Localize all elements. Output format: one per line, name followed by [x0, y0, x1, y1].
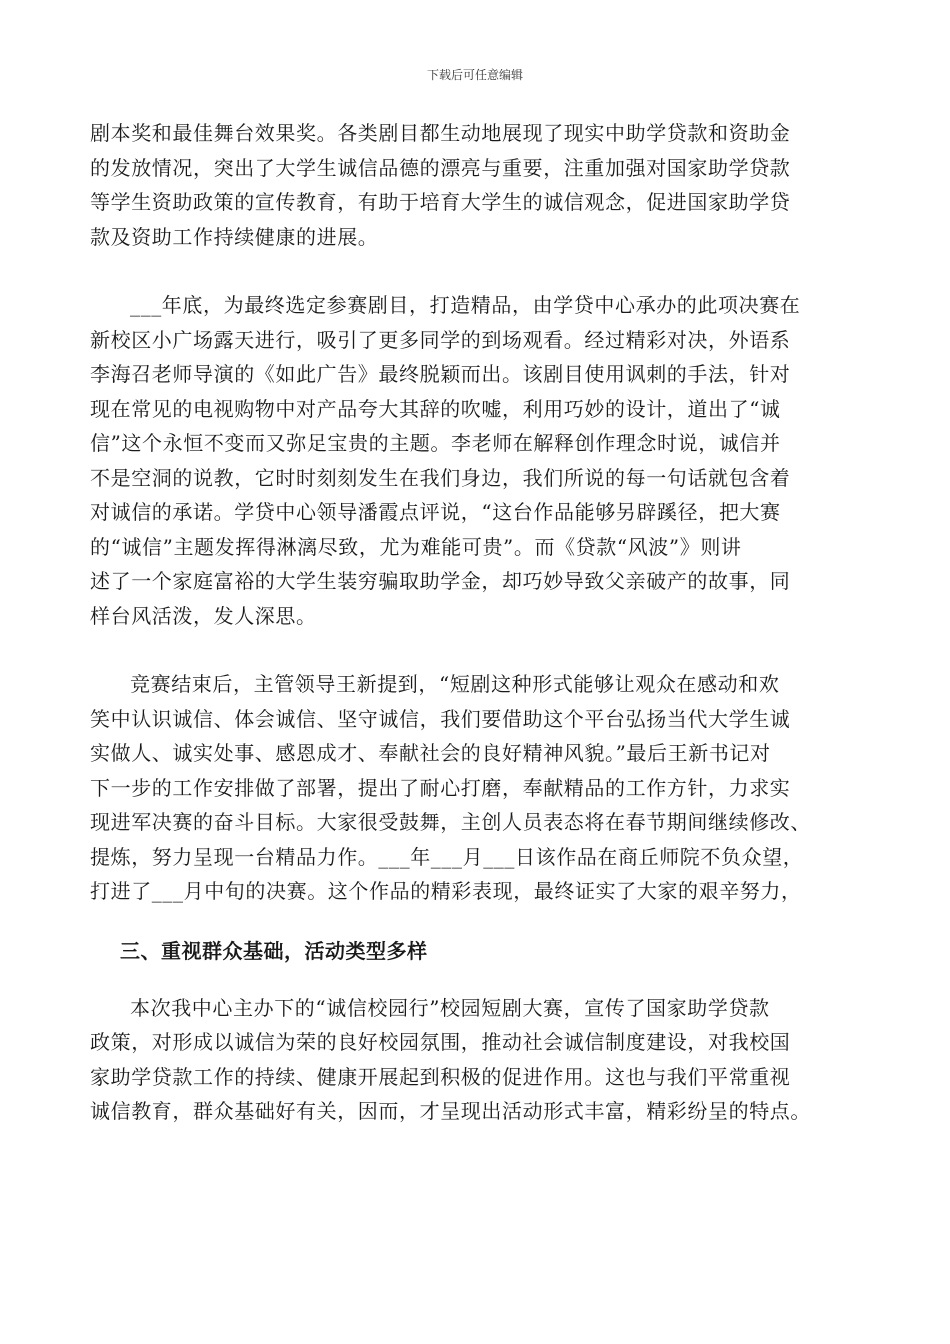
paragraph-line: 款及资助工作持续健康的进展。 — [90, 224, 379, 249]
paragraph-spacer — [90, 254, 862, 288]
paragraph-4 — [90, 991, 862, 1129]
paragraph-line: 新校区小广场露天进行，吸引了更多同学的到场观看。经过精彩对决，外语系 — [90, 327, 791, 352]
paragraph-line: 信”这个永恒不变而又弥足宝贵的主题。李老师在解释创作理念时说，诚信并 — [90, 431, 781, 455]
paragraph-3 — [90, 667, 862, 909]
paragraph-line: 实做人、诚实处事、感恩成才、奉献社会的良好精神风貌。”最后王新书记对 — [90, 741, 771, 765]
paragraph-line: 笑中认识诚信、体会诚信、坚守诚信，我们要借助这个平台弘扬当代大学生诚 — [90, 706, 791, 731]
page-header-note: 下载后可任意编辑 — [426, 68, 523, 82]
paragraph-line: 现在常见的电视购物中对产品夸大其辞的吹嘘，利用巧妙的设计，道出了“诚 — [90, 396, 781, 421]
paragraph-1 — [90, 116, 862, 254]
paragraph-line: 不是空洞的说教，它时时刻刻发生在我们身边，我们所说的每一句话就包含着 — [90, 465, 791, 490]
paragraph-line: 李海召老师导演的《如此广告》最终脱颖而出。该剧目使用讽刺的手法，针对 — [90, 362, 791, 386]
paragraph-line: 的发放情况，突出了大学生诚信品德的漂亮与重要，注重加强对国家助学贷款 — [90, 155, 791, 180]
paragraph-line: 对诚信的承诺。学贷中心领导潘霞点评说，“这台作品能够另辟蹊径，把大赛 — [90, 500, 781, 524]
paragraph-line: 政策，对形成以诚信为荣的良好校园氛围，推动社会诚信制度建设，对我校国 — [90, 1030, 791, 1054]
paragraph-line: 诚信教育，群众基础好有关，因而，才呈现出活动形式丰富，精彩纷呈的特点。 — [90, 1099, 811, 1123]
paragraph-line: 本次我中心主办下的“诚信校园行”校园短剧大赛，宣传了国家助学贷款 — [130, 995, 770, 1020]
section-heading: 三、重视群众基础，活动类型多样 — [120, 938, 428, 963]
paragraph-line: 现进军决赛的奋斗目标。大家很受鼓舞，主创人员表态将在春节期间继续修改、 — [90, 810, 811, 834]
paragraph-2 — [90, 288, 862, 633]
paragraph-line: 的“诚信”主题发挥得淋漓尽致，尤为难能可贵”。而《贷款“风波”》则讲 — [90, 534, 742, 559]
paragraph-line: 剧本奖和最佳舞台效果奖。各类剧目都生动地展现了现实中助学贷款和资助金 — [90, 121, 791, 145]
document-body — [90, 116, 862, 1129]
paragraph-line: 下一步的工作安排做了部署，提出了耐心打磨，奉献精品的工作方针，力求实 — [90, 775, 791, 800]
heading-spacer — [90, 971, 862, 991]
paragraph-line: 家助学贷款工作的持续、健康开展起到积极的促进作用。这也与我们平常重视 — [90, 1064, 791, 1089]
paragraph-line: 竞赛结束后，主管领导王新提到，“短剧这种形式能够让观众在感动和欢 — [130, 672, 780, 696]
paragraph-line: 提炼，努力呈现一台精品力作。___年___月___日该作品在商丘师院不负众望， — [90, 844, 804, 869]
paragraph-line: 述了一个家庭富裕的大学生装穷骗取助学金，却巧妙导致父亲破产的故事，同 — [90, 569, 791, 593]
paragraph-line: ___年底，为最终选定参赛剧目，打造精品，由学贷中心承办的此项决赛在 — [130, 293, 801, 317]
paragraph-line: 等学生资助政策的宣传教育，有助于培育大学生的诚信观念，促进国家助学贷 — [90, 190, 791, 214]
paragraph-line: 样台风活泼，发人深思。 — [90, 603, 317, 628]
heading-spacer — [90, 909, 862, 931]
paragraph-line: 打进了___月中旬的决赛。这个作品的精彩表现，最终证实了大家的艰辛努力， — [90, 879, 802, 903]
paragraph-spacer — [90, 633, 862, 667]
